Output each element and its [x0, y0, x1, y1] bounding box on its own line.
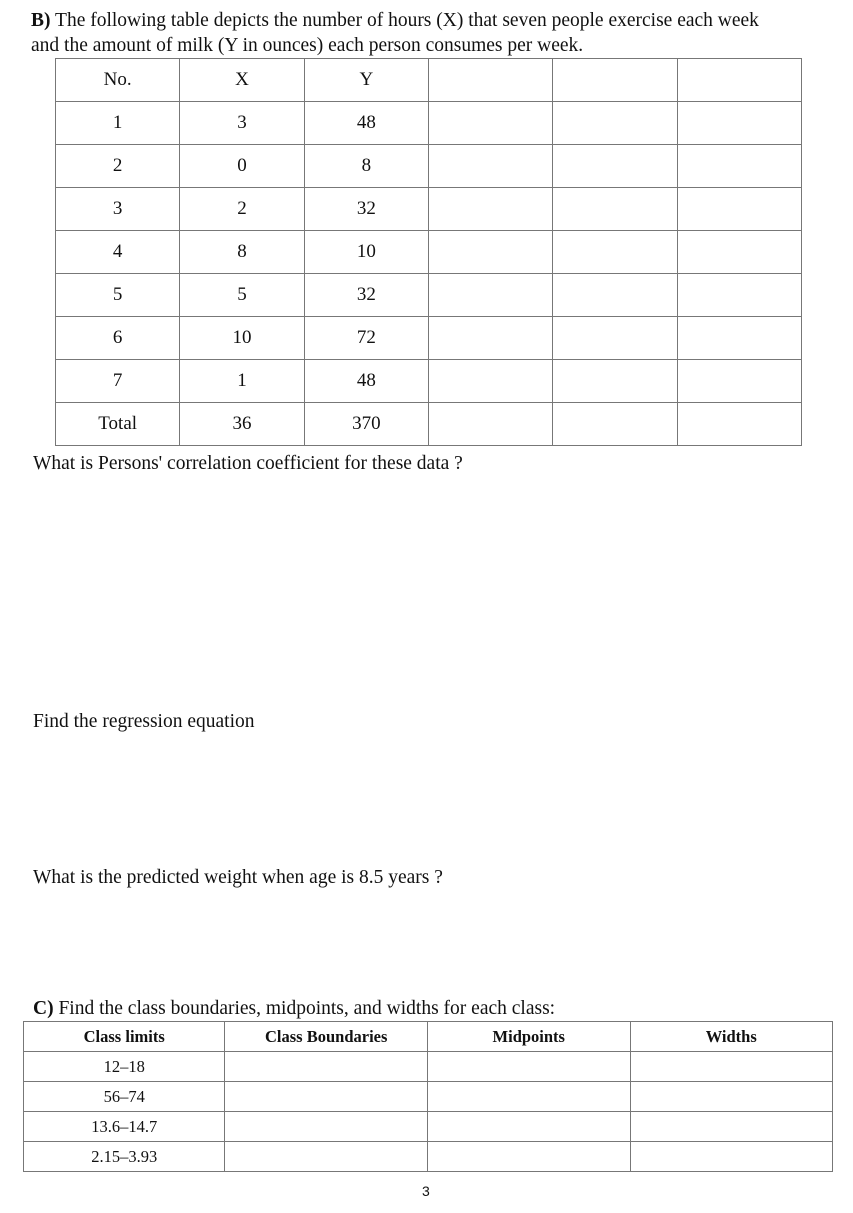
- section-c-intro-text: Find the class boundaries, midpoints, and widths for each class:: [58, 998, 556, 1019]
- table-row: [56, 231, 802, 274]
- table-row: [56, 102, 802, 145]
- table-row: [56, 188, 802, 231]
- section-c-intro: [33, 999, 555, 1019]
- question-regression: Find the regression equation: [33, 711, 255, 732]
- cell: [427, 1052, 630, 1082]
- cell: [428, 274, 552, 317]
- section-b-intro-line1: [31, 11, 759, 31]
- cell: 4: [56, 231, 180, 274]
- header-class-boundaries: Class Boundaries: [225, 1022, 428, 1052]
- cell: 48: [304, 102, 428, 145]
- table-row: [24, 1082, 833, 1112]
- cell: 1: [56, 102, 180, 145]
- cell: 32: [304, 274, 428, 317]
- class-limit-cell: 13.6–14.7: [24, 1112, 225, 1142]
- cell: 1: [180, 360, 304, 403]
- cell: 2: [180, 188, 304, 231]
- cell: [630, 1082, 832, 1112]
- table-row: [24, 1142, 833, 1172]
- cell: [677, 360, 801, 403]
- cell: [553, 274, 677, 317]
- total-label: Total: [56, 403, 180, 446]
- cell: 8: [180, 231, 304, 274]
- cell: [630, 1052, 832, 1082]
- header-blank-3: [677, 59, 801, 102]
- cell: [225, 1112, 428, 1142]
- class-limit-cell: 56–74: [24, 1082, 225, 1112]
- cell: 3: [180, 102, 304, 145]
- cell: 8: [304, 145, 428, 188]
- header-blank-1: [428, 59, 552, 102]
- exercise-milk-table: [55, 58, 802, 446]
- cell: [428, 403, 552, 446]
- header-no: No.: [56, 59, 180, 102]
- section-b-label: B): [31, 10, 51, 31]
- cell: [428, 360, 552, 403]
- cell: 2: [56, 145, 180, 188]
- header-midpoints: Midpoints: [427, 1022, 630, 1052]
- section-b-intro-line2: and the amount of milk (Y in ounces) each person consumes per week.: [31, 35, 584, 56]
- cell: [553, 102, 677, 145]
- section-c-label: C): [33, 998, 54, 1019]
- cell: [427, 1112, 630, 1142]
- total-x: 36: [180, 403, 304, 446]
- cell: [677, 274, 801, 317]
- question-prediction: What is the predicted weight when age is 8.5 years ?: [33, 867, 443, 888]
- cell: [677, 403, 801, 446]
- cell: [553, 360, 677, 403]
- cell: [428, 188, 552, 231]
- cell: [677, 188, 801, 231]
- cell: [553, 145, 677, 188]
- cell: 10: [180, 317, 304, 360]
- cell: 6: [56, 317, 180, 360]
- cell: [428, 102, 552, 145]
- table-row: [56, 360, 802, 403]
- cell: [677, 102, 801, 145]
- cell: [553, 317, 677, 360]
- cell: 7: [56, 360, 180, 403]
- cell: 72: [304, 317, 428, 360]
- cell: [677, 145, 801, 188]
- class-limit-cell: 12–18: [24, 1052, 225, 1082]
- header-x: X: [180, 59, 304, 102]
- cell: 5: [56, 274, 180, 317]
- cell: [427, 1082, 630, 1112]
- total-y: 370: [304, 403, 428, 446]
- cell: 48: [304, 360, 428, 403]
- cell: 0: [180, 145, 304, 188]
- cell: [225, 1082, 428, 1112]
- cell: [553, 188, 677, 231]
- cell: [427, 1142, 630, 1172]
- cell: [428, 231, 552, 274]
- cell: [677, 231, 801, 274]
- table-row: [24, 1052, 833, 1082]
- cell: [225, 1052, 428, 1082]
- header-blank-2: [553, 59, 677, 102]
- table-row: [24, 1112, 833, 1142]
- header-class-limits: Class limits: [24, 1022, 225, 1052]
- section-b-intro-text: The following table depicts the number of hours (X) that seven people exercise each week: [55, 10, 759, 31]
- table-total-row: [56, 403, 802, 446]
- cell: 10: [304, 231, 428, 274]
- question-correlation: What is Persons' correlation coefficient for these data ?: [33, 453, 463, 474]
- cell: 5: [180, 274, 304, 317]
- page-number: 3: [422, 1183, 430, 1199]
- cell: [630, 1142, 832, 1172]
- cell: 32: [304, 188, 428, 231]
- table-row: [56, 274, 802, 317]
- table-row: [56, 145, 802, 188]
- cell: [553, 231, 677, 274]
- header-y: Y: [304, 59, 428, 102]
- class-limit-cell: 2.15–3.93: [24, 1142, 225, 1172]
- cell: [225, 1142, 428, 1172]
- class-boundaries-table: [23, 1021, 833, 1172]
- table-row: [56, 317, 802, 360]
- cell: [630, 1112, 832, 1142]
- cell: [677, 317, 801, 360]
- cell: [553, 403, 677, 446]
- cell: [428, 317, 552, 360]
- cell: [428, 145, 552, 188]
- table-header-row: [56, 59, 802, 102]
- header-widths: Widths: [630, 1022, 832, 1052]
- table-header-row: [24, 1022, 833, 1052]
- cell: 3: [56, 188, 180, 231]
